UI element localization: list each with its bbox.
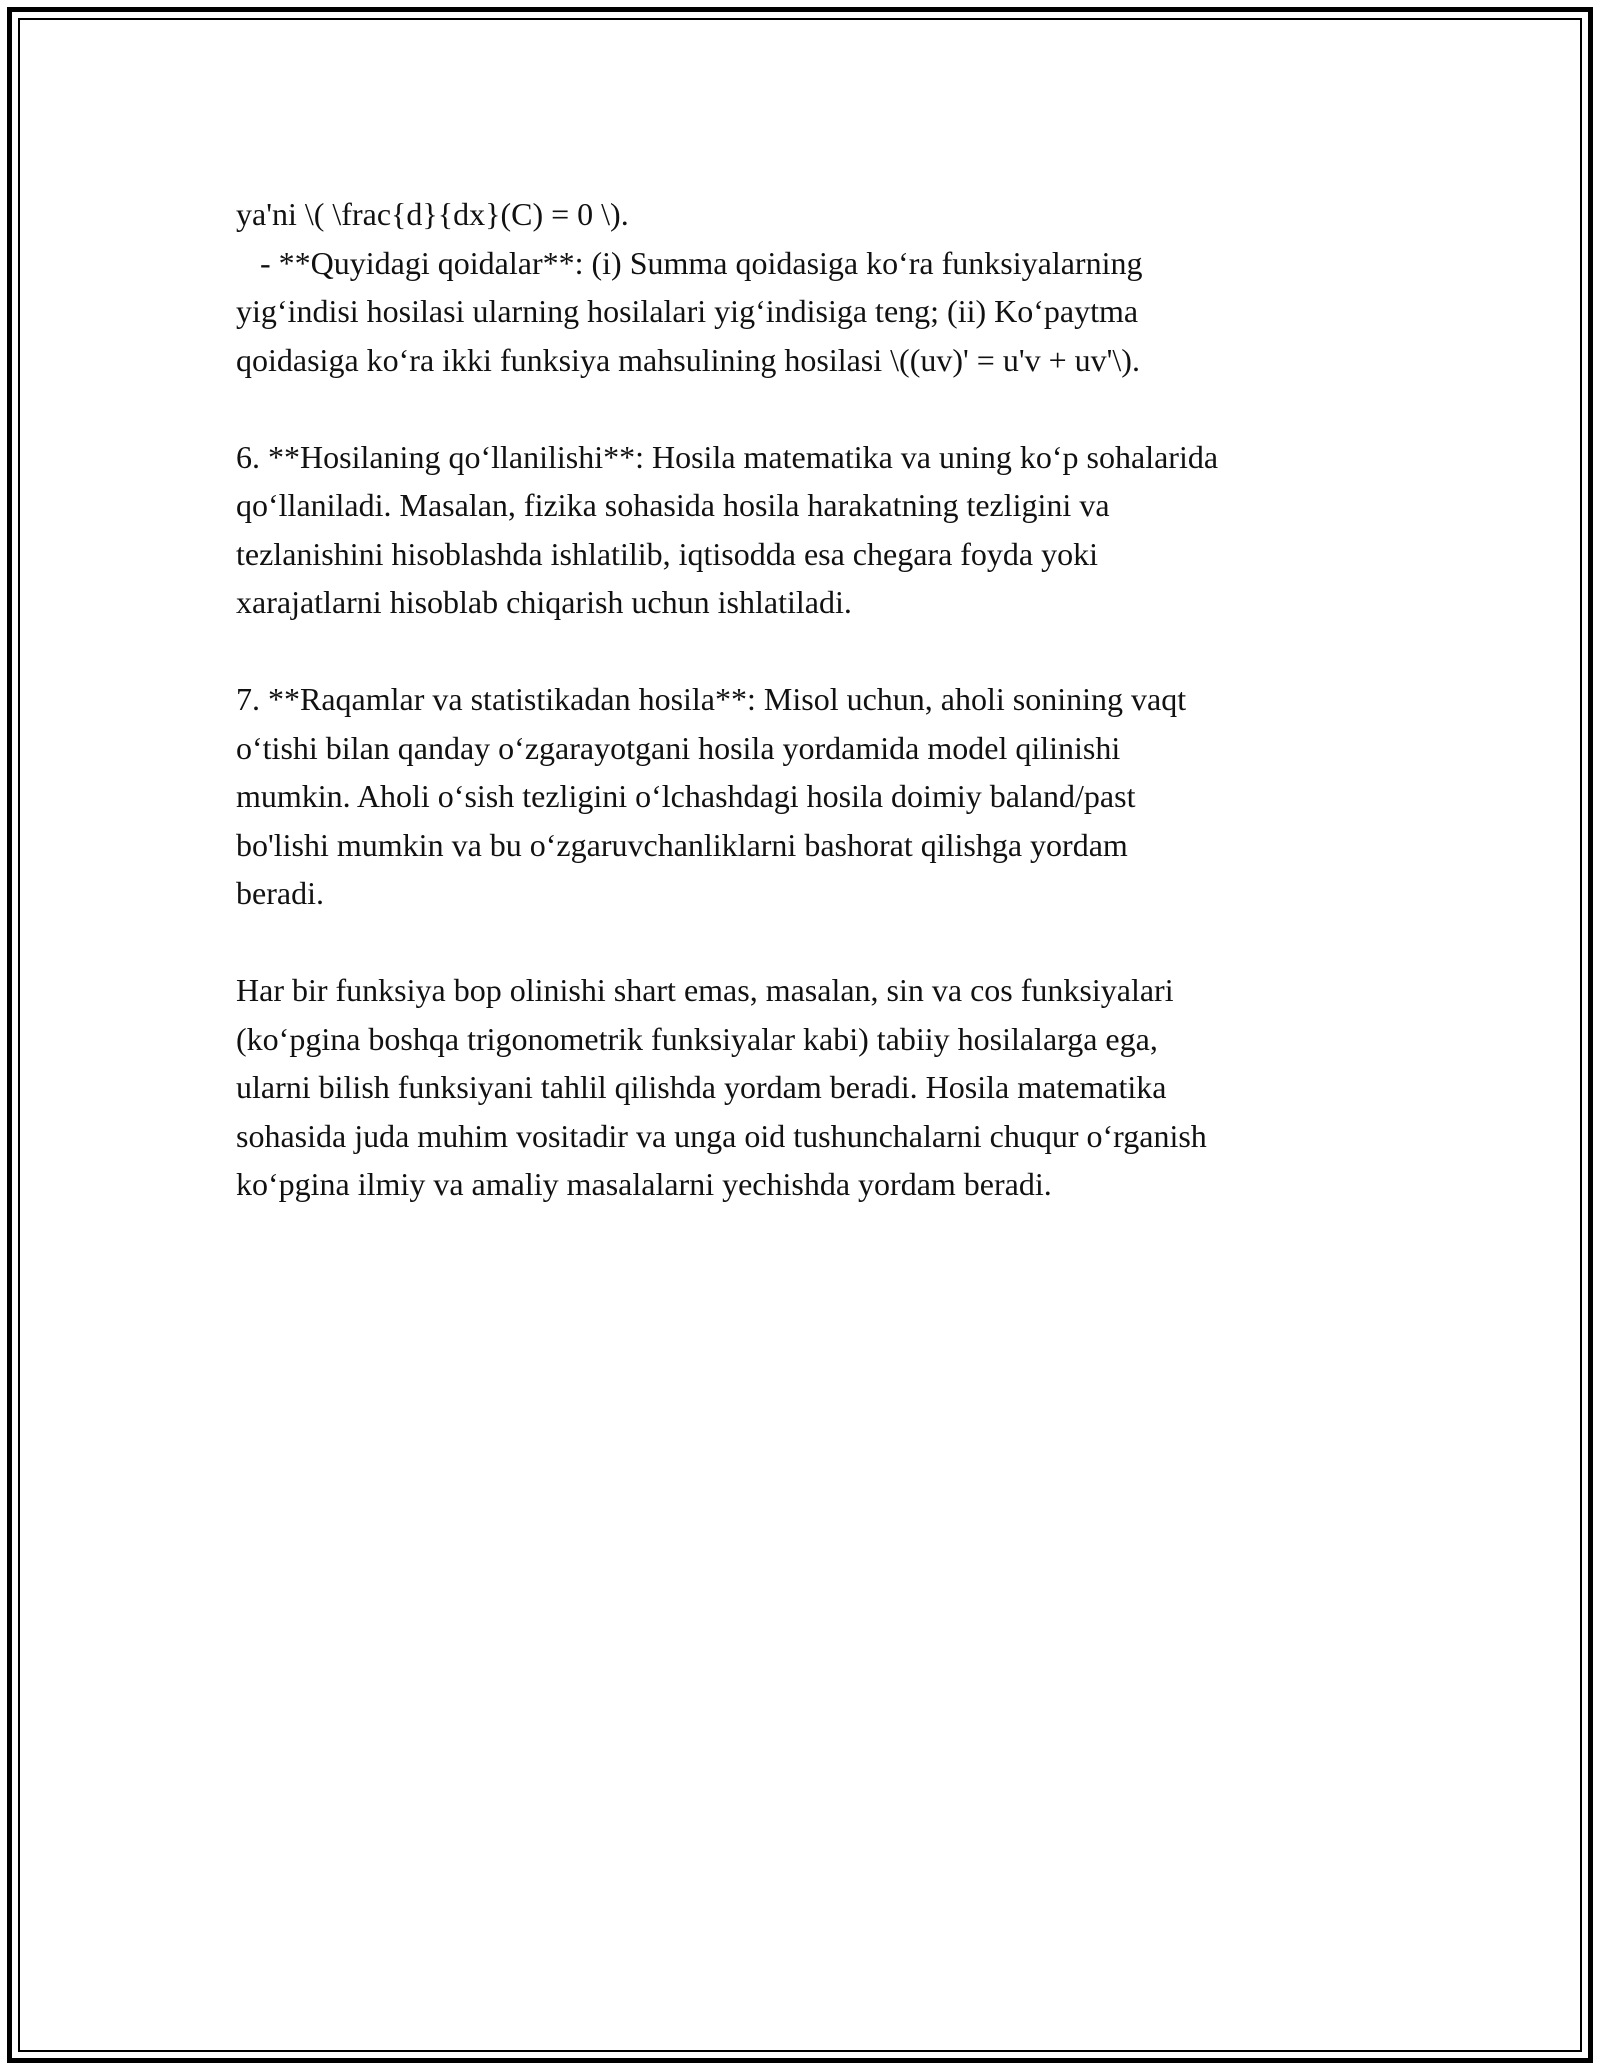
paragraph-section-6 bbox=[236, 433, 1386, 627]
text-line: xarajatlarni hisoblab chiqarish uchun ishlatiladi. bbox=[236, 584, 852, 620]
paragraph-spacer bbox=[236, 627, 1386, 676]
text-line: yig‘indisi hosilasi ularning hosilalari yig‘indisiga teng; (ii) Ko‘paytma bbox=[236, 293, 1139, 329]
text-line: (ko‘pgina boshqa trigonometrik funksiyalar kabi) tabiiy hosilalarga ega, bbox=[236, 1020, 1158, 1057]
text-line: qo‘llaniladi. Masalan, fizika sohasida hosila harakatning tezligini va bbox=[236, 487, 1110, 523]
document-body bbox=[236, 190, 1386, 1209]
text-line: bo'lishi mumkin va bu o‘zgaruvchanliklarni bashorat qilishga yordam bbox=[236, 826, 1128, 863]
text-line: 7. **Raqamlar va statistikadan hosila**: Misol uchun, aholi sonining vaqt bbox=[236, 681, 1187, 717]
text-line: - **Quyidagi qoidalar**: (i) Summa qoidasiga ko‘ra funksiyalarning bbox=[236, 244, 1143, 281]
text-line: o‘tishi bilan qanday o‘zgarayotgani hosila yordamida model qilinishi bbox=[236, 729, 1121, 766]
text-line: 6. **Hosilaning qo‘llanilishi**: Hosila matematika va uning ko‘p sohalarida bbox=[236, 438, 1219, 475]
paragraph-rules-continuation bbox=[236, 190, 1386, 384]
paragraph-conclusion bbox=[236, 966, 1386, 1209]
paragraph-spacer bbox=[236, 384, 1386, 433]
text-line: ko‘pgina ilmiy va amaliy masalalarni yechishda yordam beradi. bbox=[236, 1166, 1052, 1202]
paragraph-section-7 bbox=[236, 675, 1386, 918]
text-line: beradi. bbox=[236, 875, 324, 911]
text-line: qoidasiga ko‘ra ikki funksiya mahsulining hosilasi \((uv)' = u'v + uv'\). bbox=[236, 341, 1140, 378]
text-line: Har bir funksiya bop olinishi shart emas, masalan, sin va cos funksiyalari bbox=[236, 972, 1174, 1008]
paragraph-spacer bbox=[236, 918, 1386, 967]
text-line: ya'ni \( \frac{d}{dx}(C) = 0 \). bbox=[236, 196, 629, 232]
text-line: sohasida juda muhim vositadir va unga oid tushunchalarni chuqur o‘rganish bbox=[236, 1117, 1207, 1154]
text-line: mumkin. Aholi o‘sish tezligini o‘lchashdagi hosila doimiy baland/past bbox=[236, 778, 1136, 814]
text-line: ularni bilish funksiyani tahlil qilishda yordam beradi. Hosila matematika bbox=[236, 1069, 1167, 1105]
text-line: tezlanishini hisoblashda ishlatilib, iqtisodda esa chegara foyda yoki bbox=[236, 535, 1099, 572]
